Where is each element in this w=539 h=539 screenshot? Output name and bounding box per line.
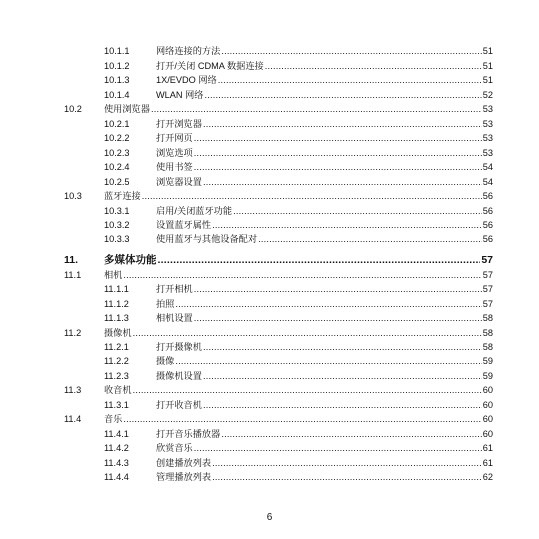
toc-entry-number: 11.1.3 (104, 313, 129, 323)
toc-dot-leader (203, 371, 482, 382)
toc-entry-page: 56 (482, 191, 493, 201)
toc-entry-title: 浏览选项 (156, 148, 193, 158)
toc-entry-title: 打开相机 (156, 284, 193, 294)
toc-entry[interactable] (64, 325, 493, 339)
toc-entry-title: 浏览器设置 (156, 177, 202, 187)
toc-entry-page: 53 (482, 133, 493, 143)
toc-entry[interactable] (104, 203, 493, 217)
toc-entry-page: 61 (482, 458, 493, 468)
toc-entry-number: 10.3 (64, 191, 82, 201)
toc-entry-title: 打开音乐播放器 (156, 429, 221, 439)
toc-entry[interactable] (104, 72, 493, 86)
toc-dot-leader (212, 472, 482, 483)
toc-dot-leader (221, 429, 481, 440)
toc-entry-page: 56 (482, 234, 493, 244)
toc-entry-page: 54 (482, 177, 493, 187)
toc-entry-title: 音乐 (104, 414, 123, 424)
toc-entry-number: 11.3.1 (104, 400, 129, 410)
toc-entry-number: 11.1.1 (104, 284, 129, 294)
toc-entry-number: 10.1.2 (104, 61, 130, 71)
toc-entry[interactable] (104, 159, 493, 173)
toc-entry[interactable] (64, 101, 493, 115)
toc-entry-title: 1X/EVDO 网络 (156, 75, 217, 85)
toc-entry-number: 10.1.1 (104, 46, 130, 56)
toc-entry[interactable] (64, 188, 493, 202)
toc-entry[interactable] (104, 145, 493, 159)
toc-entry-title: 使用浏览器 (104, 104, 150, 114)
toc-entry-title: 使用蓝牙与其他设备配对 (156, 234, 258, 244)
toc-entry-page: 60 (482, 400, 493, 410)
toc-entry-title: WLAN 网络 (156, 90, 204, 100)
toc-entry-title: 欣赏音乐 (156, 443, 193, 453)
toc-entry-title: 使用书签 (156, 162, 193, 172)
toc-dot-leader (194, 313, 482, 324)
toc-entry[interactable] (104, 455, 493, 469)
toc-entry-title: 多媒体功能 (104, 254, 157, 266)
toc-dot-leader (203, 177, 482, 188)
toc-entry[interactable] (64, 252, 493, 266)
toc-entry[interactable] (104, 397, 493, 411)
toc-entry-page: 51 (482, 46, 493, 56)
toc-entry-title: 打开浏览器 (156, 119, 202, 129)
toc-entry[interactable] (104, 440, 493, 454)
toc-dot-leader (123, 270, 481, 281)
toc-dot-leader (203, 400, 482, 411)
toc-entry-page: 58 (482, 342, 493, 352)
toc-entry-number: 10.2.2 (104, 133, 130, 143)
toc-entry-title: 管理播放列表 (156, 472, 212, 482)
toc-entry-page: 62 (482, 472, 493, 482)
toc-entry-page: 57 (482, 270, 493, 280)
toc-dot-leader (133, 385, 482, 396)
toc-entry-page: 56 (482, 220, 493, 230)
toc-entry-page: 51 (482, 75, 493, 85)
toc-entry-title: 打开收音机 (156, 400, 202, 410)
toc-dot-leader (258, 234, 482, 245)
toc-dot-leader (123, 414, 481, 425)
toc-dot-leader (194, 162, 482, 173)
toc-entry-title: 打开/关闭 CDMA 数据连接 (156, 61, 264, 71)
toc-entry-number: 10.3.3 (104, 234, 130, 244)
toc-entry-page: 53 (482, 148, 493, 158)
toc-entry[interactable] (104, 231, 493, 245)
toc-entry-title: 相机 (104, 270, 123, 280)
toc-entry-page: 61 (482, 443, 493, 453)
toc-entry-number: 10.1.3 (104, 75, 130, 85)
toc-entry[interactable] (104, 296, 493, 310)
toc-entry-number: 11.4.4 (104, 472, 129, 482)
toc-dot-leader (194, 284, 482, 295)
toc-entry-page: 56 (482, 206, 493, 216)
toc-entry-number: 11.2.1 (104, 342, 129, 352)
toc-entry-page: 53 (482, 119, 493, 129)
toc-entry[interactable] (104, 368, 493, 382)
toc-entry-number: 10.2.3 (104, 148, 130, 158)
toc-entry[interactable] (104, 339, 493, 353)
toc-entry[interactable] (104, 58, 493, 72)
toc-entry-title: 网络连接的方法 (156, 46, 221, 56)
toc-entry[interactable] (64, 267, 493, 281)
toc-entry-number: 11.1.2 (104, 299, 129, 309)
toc-entry-number: 11.2.2 (104, 356, 129, 366)
toc-entry[interactable] (104, 43, 493, 57)
toc-entry-number: 11.2.3 (104, 371, 129, 381)
toc-entry-number: 11.1 (64, 270, 82, 280)
toc-entry-number: 11.4.2 (104, 443, 129, 453)
toc-dot-leader (133, 328, 482, 339)
toc-entry-page: 54 (482, 162, 493, 172)
toc-entry-number: 11.4.1 (104, 429, 129, 439)
toc-dot-leader (218, 75, 482, 86)
toc-entry-number: 11.2 (64, 328, 82, 338)
page-number: 6 (266, 512, 273, 523)
toc-entry-title: 设置蓝牙属性 (156, 220, 212, 230)
toc-dot-leader (212, 220, 482, 231)
toc-dot-leader (265, 61, 482, 72)
toc-entry-page: 58 (482, 328, 493, 338)
toc-entry-number: 10.2.4 (104, 162, 130, 172)
toc-entry-page: 51 (482, 61, 493, 71)
toc-entry-number: 11. (64, 254, 79, 266)
toc-entry-number: 11.4.3 (104, 458, 129, 468)
toc-dot-leader (151, 104, 482, 115)
toc-entry-page: 60 (482, 429, 493, 439)
toc-dot-leader (203, 342, 482, 353)
toc-dot-leader (194, 133, 482, 144)
toc-entry-page: 59 (482, 356, 493, 366)
toc-dot-leader (158, 255, 481, 266)
toc-dot-leader (212, 458, 482, 469)
toc-entry-title: 打开摄像机 (156, 342, 202, 352)
toc-entry-title: 打开网页 (156, 133, 193, 143)
toc-dot-leader (142, 191, 482, 202)
toc-entry-title: 摄像机 (104, 328, 132, 338)
toc-entry[interactable] (104, 353, 493, 367)
toc-entry[interactable] (104, 217, 493, 231)
toc-entry-title: 相机设置 (156, 313, 193, 323)
toc-entry-title: 启用/关闭蓝牙功能 (156, 206, 233, 216)
toc-dot-leader (194, 148, 482, 159)
toc-entry-page: 52 (482, 90, 493, 100)
toc-entry[interactable] (104, 130, 493, 144)
toc-entry[interactable] (104, 116, 493, 130)
toc-entry-number: 11.3 (64, 385, 82, 395)
toc-entry-page: 58 (482, 313, 493, 323)
toc-dot-leader (175, 356, 481, 367)
toc-entry[interactable] (104, 310, 493, 324)
toc-entry-number: 10.3.1 (104, 206, 130, 216)
toc-entry-page: 60 (482, 414, 493, 424)
toc-entry-page: 57 (482, 284, 493, 294)
toc-entry-title: 摄像机设置 (156, 371, 202, 381)
toc-dot-leader (204, 90, 481, 101)
toc-entry-page: 53 (482, 104, 493, 114)
toc-dot-leader (194, 443, 482, 454)
toc-entry-title: 拍照 (156, 299, 175, 309)
toc-entry[interactable] (64, 382, 493, 396)
toc-entry[interactable] (104, 174, 493, 188)
toc-dot-leader (233, 206, 482, 217)
toc-entry-title: 收音机 (104, 385, 132, 395)
toc-entry-number: 10.1.4 (104, 90, 130, 100)
toc-entry-page: 59 (482, 371, 493, 381)
toc-entry-number: 10.2.5 (104, 177, 130, 187)
toc-entry[interactable] (104, 426, 493, 440)
toc-entry-number: 10.3.2 (104, 220, 130, 230)
toc-dot-leader (175, 299, 481, 310)
toc-entry[interactable] (104, 469, 493, 483)
toc-entry-page: 57 (481, 254, 493, 266)
toc-entry-title: 蓝牙连接 (104, 191, 141, 201)
toc-entry[interactable] (64, 411, 493, 425)
toc-dot-leader (203, 119, 482, 130)
toc-entry[interactable] (104, 87, 493, 101)
toc-dot-leader (221, 46, 481, 57)
toc-entry-title: 摄像 (156, 356, 175, 366)
toc-entry-title: 创建播放列表 (156, 458, 212, 468)
toc-entry[interactable] (104, 281, 493, 295)
toc-entry-number: 10.2.1 (104, 119, 130, 129)
toc-entry-number: 11.4 (64, 414, 82, 424)
toc-entry-number: 10.2 (64, 104, 82, 114)
toc-entry-page: 60 (482, 385, 493, 395)
toc-entry-page: 57 (482, 299, 493, 309)
